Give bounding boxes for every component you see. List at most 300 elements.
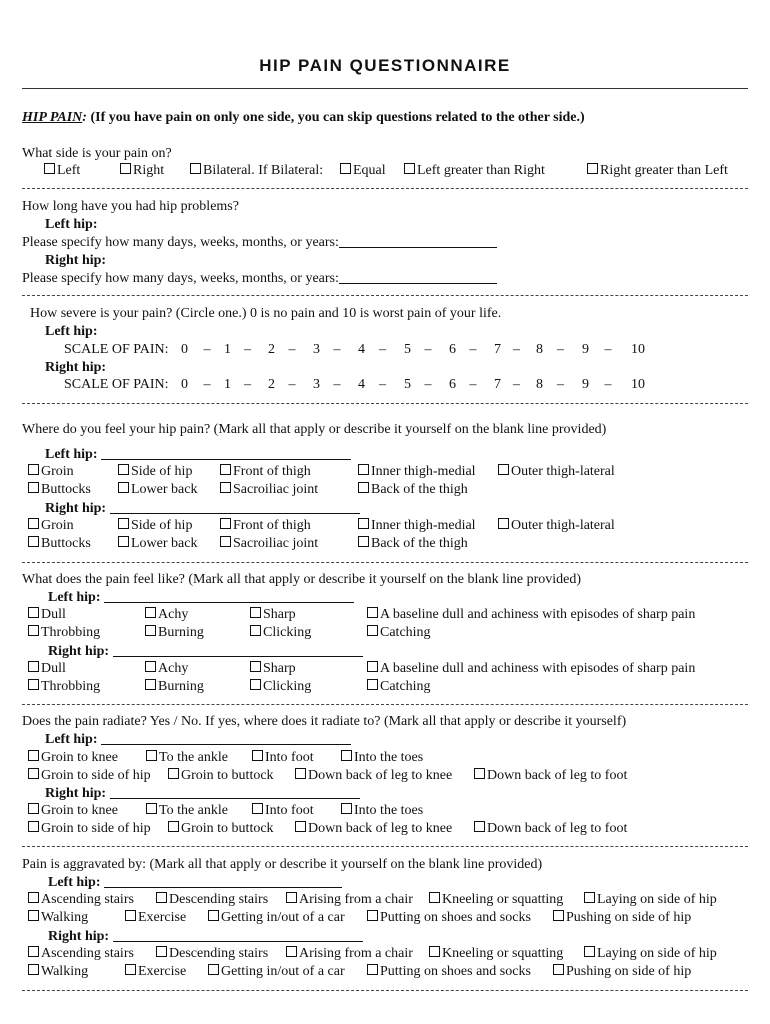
checkbox[interactable]: [118, 464, 129, 475]
option-label: Side of hip: [131, 464, 193, 479]
divider: [22, 188, 748, 189]
option-label: Catching: [380, 679, 431, 694]
aggravated-right-r1-option-4[interactable]: [429, 945, 563, 962]
feel-left-r2-option-1[interactable]: [28, 624, 100, 641]
checkbox[interactable]: [220, 482, 231, 493]
side-bilateral-option[interactable]: Bilateral. If Bilateral:: [190, 162, 323, 179]
radiate-left-r2-option-1[interactable]: [28, 767, 151, 784]
checkbox[interactable]: [286, 946, 297, 957]
scale-dash: –: [333, 342, 341, 357]
checkbox[interactable]: [28, 910, 39, 921]
option-label: Groin: [41, 464, 74, 479]
aggravated-left-r2-option-1[interactable]: [28, 909, 88, 926]
checkbox[interactable]: [156, 946, 167, 957]
feel-right-r1-option-1[interactable]: [28, 660, 66, 677]
radiate-left-r2-option-4[interactable]: [474, 767, 627, 784]
checkbox[interactable]: [295, 768, 306, 779]
scale-dash: –: [203, 342, 211, 357]
option-label: Laying on side of hip: [597, 892, 717, 907]
option-label: Clicking: [263, 625, 312, 640]
radiate-left-row: Left hip:: [45, 731, 351, 748]
aggravated-right-r1-option-3[interactable]: [286, 945, 413, 962]
location-left-r1-option-5[interactable]: [498, 463, 615, 480]
scale-dash: –: [469, 342, 477, 357]
aggravated-right-blank[interactable]: [113, 928, 363, 942]
option-label: Into foot: [265, 803, 314, 818]
checkbox[interactable]: [341, 803, 352, 814]
scale-dash: –: [424, 377, 432, 392]
checkbox[interactable]: [145, 679, 156, 690]
checkbox[interactable]: [358, 518, 369, 529]
location-right-r1-option-1[interactable]: [28, 517, 74, 534]
checkbox[interactable]: [28, 803, 39, 814]
feel-left-r1-option-2[interactable]: [145, 606, 188, 623]
radiate-left-r2-option-3[interactable]: [295, 767, 452, 784]
feel-left-row: Left hip:: [48, 589, 354, 606]
checkbox[interactable]: [358, 464, 369, 475]
location-right-r1-option-3[interactable]: [220, 517, 311, 534]
checkbox[interactable]: [367, 679, 378, 690]
divider: [22, 990, 748, 991]
location-left-blank[interactable]: [101, 446, 351, 460]
aggravated-right-r1-option-5[interactable]: [584, 945, 717, 962]
aggravated-right-r2-option-3[interactable]: [208, 963, 345, 980]
location-right-row: Right hip:: [45, 500, 360, 517]
checkbox[interactable]: [145, 625, 156, 636]
checkbox[interactable]: [250, 679, 261, 690]
option-label: Pushing on side of hip: [566, 910, 692, 925]
checkbox[interactable]: [429, 892, 440, 903]
feel-right-r1-option-3[interactable]: [250, 660, 296, 677]
option-label: Back of the thigh: [371, 482, 468, 497]
scale-dash: –: [379, 342, 386, 357]
intro-text: (If you have pain on only one side, you can skip questions related to the other side.): [90, 110, 585, 125]
checkbox[interactable]: [28, 821, 39, 832]
location-right-blank[interactable]: [110, 500, 360, 514]
checkbox[interactable]: [553, 964, 564, 975]
aggravated-left-blank[interactable]: [104, 874, 342, 888]
option-label: To the ankle: [159, 803, 228, 818]
option-label: Groin to side of hip: [41, 768, 151, 783]
duration-left-row: Please specify how many days, weeks, months, or years:: [22, 234, 497, 251]
checkbox[interactable]: [28, 536, 39, 547]
checkbox[interactable]: [358, 536, 369, 547]
divider: [22, 704, 748, 705]
scale-dash: –: [244, 342, 251, 357]
feel-left-r2-option-4[interactable]: [367, 624, 431, 641]
checkbox[interactable]: [220, 518, 231, 529]
radiate-left-r2-option-2[interactable]: [168, 767, 274, 784]
feel-right-r2-option-4[interactable]: [367, 678, 431, 695]
option-label: Burning: [158, 625, 204, 640]
aggravated-right-r2-option-4[interactable]: [367, 963, 531, 980]
radiate-right-r1-option-2[interactable]: [146, 802, 228, 819]
checkbox[interactable]: [250, 661, 261, 672]
option-label: Lower back: [131, 482, 198, 497]
aggravated-right-r2-option-5[interactable]: [553, 963, 691, 980]
aggravated-left-r2-option-4[interactable]: [367, 909, 531, 926]
checkbox[interactable]: [220, 464, 231, 475]
scale-value[interactable]: 0: [181, 377, 188, 392]
radiate-right-blank[interactable]: [110, 785, 360, 799]
aggravated-left-r1-option-3[interactable]: [286, 891, 413, 908]
aggravated-left-r1-option-2[interactable]: [156, 891, 268, 908]
title-rule: [22, 88, 748, 89]
option-label: Putting on shoes and socks: [380, 964, 531, 979]
option-label: Sharp: [263, 607, 296, 622]
aggravated-right-r1-option-2[interactable]: [156, 945, 268, 962]
aggravated-left-r2-option-3[interactable]: [208, 909, 345, 926]
option-label: Inner thigh-medial: [371, 464, 476, 479]
scale-value[interactable]: 5: [404, 342, 411, 357]
location-left-r1-option-4[interactable]: [358, 463, 476, 480]
option-label: Exercise: [138, 964, 187, 979]
feel-left-r1-option-3[interactable]: [250, 606, 296, 623]
aggravated-left-r2-option-5[interactable]: [553, 909, 691, 926]
option-label: Outer thigh-lateral: [511, 464, 615, 479]
duration-question: How long have you had hip problems?: [22, 199, 239, 214]
checkbox[interactable]: [28, 625, 39, 636]
feel-left-blank[interactable]: [104, 589, 354, 603]
option-label: Throbbing: [41, 625, 101, 640]
feel-left-r1-option-1[interactable]: [28, 606, 66, 623]
option-label: Down back of leg to knee: [308, 821, 453, 836]
option-label: Inner thigh-medial: [371, 518, 476, 533]
scale-value[interactable]: 8: [536, 377, 543, 392]
option-label: Clicking: [263, 679, 312, 694]
aggravated-right-r2-option-1[interactable]: [28, 963, 88, 980]
option-label: Throbbing: [41, 679, 101, 694]
option-label: Groin to buttock: [181, 768, 274, 783]
scale-value[interactable]: 3: [313, 342, 320, 357]
option-label: Groin to buttock: [181, 821, 274, 836]
feel-right-r2-option-3[interactable]: [250, 678, 311, 695]
divider: [22, 295, 748, 296]
location-right-r1-option-4[interactable]: [358, 517, 476, 534]
option-label: Achy: [158, 607, 189, 622]
checkbox[interactable]: [367, 964, 378, 975]
location-question: Where do you feel your hip pain? (Mark all that apply or describe it yourself on the blank line provided): [22, 422, 607, 437]
checkbox[interactable]: [553, 910, 564, 921]
aggravated-left-r1-option-1[interactable]: [28, 891, 134, 908]
option-label: Pushing on side of hip: [566, 964, 692, 979]
scale-dash: –: [604, 342, 612, 357]
option-label: Kneeling or squatting: [442, 946, 564, 961]
option-label: Walking: [41, 910, 89, 925]
option-label: Into foot: [265, 750, 314, 765]
option-label: Putting on shoes and socks: [380, 910, 531, 925]
side-rgl-option[interactable]: Right greater than Left: [587, 162, 728, 179]
location-left-r2-option-2[interactable]: [118, 481, 197, 498]
severity-right-scale-label: SCALE OF PAIN:: [64, 377, 169, 392]
duration-left-blank[interactable]: [339, 234, 497, 248]
checkbox[interactable]: [156, 892, 167, 903]
checkbox[interactable]: [145, 661, 156, 672]
option-label: Descending stairs: [169, 946, 269, 961]
scale-value[interactable]: 4: [358, 377, 365, 392]
location-right-r2-option-1[interactable]: [28, 535, 91, 552]
radiate-left-r1-option-2[interactable]: [146, 749, 228, 766]
checkbox[interactable]: [208, 910, 219, 921]
checkbox[interactable]: [367, 625, 378, 636]
option-label: Front of thigh: [233, 464, 311, 479]
side-left-option[interactable]: Left: [44, 162, 80, 179]
radiate-right-row: Right hip:: [45, 785, 360, 802]
scale-value[interactable]: 6: [449, 377, 456, 392]
feel-right-blank[interactable]: [113, 643, 363, 657]
checkbox[interactable]: [125, 910, 136, 921]
option-label: Sacroiliac joint: [233, 482, 319, 497]
checkbox[interactable]: [28, 464, 39, 475]
location-left-r1-option-3[interactable]: [220, 463, 311, 480]
option-label: Lower back: [131, 536, 198, 551]
checkbox[interactable]: [118, 482, 129, 493]
feel-right-r1-option-4[interactable]: [367, 660, 695, 677]
checkbox[interactable]: [474, 768, 485, 779]
scale-dash: –: [513, 377, 520, 392]
radiate-right-r1-option-3[interactable]: [252, 802, 314, 819]
scale-value[interactable]: 0: [181, 342, 188, 357]
location-left-r2-option-4[interactable]: [358, 481, 468, 498]
aggravated-left-r1-option-4[interactable]: [429, 891, 563, 908]
scale-dash: –: [333, 377, 341, 392]
option-label: Groin to knee: [41, 750, 118, 765]
duration-right-blank[interactable]: [339, 270, 497, 284]
radiate-question: Does the pain radiate? Yes / No. If yes, where does it radiate to? (Mark all that apply or describe it yourself): [22, 714, 627, 729]
checkbox[interactable]: [146, 750, 157, 761]
option-label: Laying on side of hip: [597, 946, 717, 961]
checkbox[interactable]: [28, 518, 39, 529]
checkbox[interactable]: [146, 803, 157, 814]
option-label: Down back of leg to foot: [487, 768, 628, 783]
divider: [22, 562, 748, 563]
checkbox[interactable]: [498, 464, 509, 475]
scale-dash: –: [203, 377, 211, 392]
checkbox[interactable]: [44, 163, 55, 174]
location-right-r2-option-3[interactable]: [220, 535, 318, 552]
option-label: Ascending stairs: [41, 892, 134, 907]
scale-dash: –: [513, 342, 520, 357]
option-label: Arising from a chair: [299, 892, 413, 907]
option-label: Walking: [41, 964, 89, 979]
option-label: A baseline dull and achiness with episodes of sharp pain: [380, 607, 696, 622]
location-left-r1-option-1[interactable]: [28, 463, 74, 480]
page-title: HIP PAIN QUESTIONNAIRE: [259, 56, 511, 75]
duration-right-row: Please specify how many days, weeks, months, or years:: [22, 270, 497, 287]
checkbox[interactable]: [118, 536, 129, 547]
checkbox[interactable]: [125, 964, 136, 975]
checkbox[interactable]: [498, 518, 509, 529]
side-question: What side is your pain on?: [22, 146, 172, 161]
scale-value[interactable]: 1: [224, 377, 231, 392]
checkbox[interactable]: [587, 163, 598, 174]
location-right-r1-option-5[interactable]: [498, 517, 615, 534]
option-label: To the ankle: [159, 750, 228, 765]
checkbox[interactable]: [340, 163, 351, 174]
option-label: Down back of leg to foot: [487, 821, 628, 836]
checkbox[interactable]: [28, 661, 39, 672]
checkbox[interactable]: [429, 946, 440, 957]
aggravated-left-row: Left hip:: [48, 874, 342, 891]
radiate-left-r1-option-3[interactable]: [252, 749, 314, 766]
checkbox[interactable]: [118, 518, 129, 529]
scale-value[interactable]: 10: [631, 342, 645, 357]
scale-dash: –: [557, 377, 564, 392]
checkbox[interactable]: [168, 821, 179, 832]
location-left-r2-option-3[interactable]: [220, 481, 318, 498]
checkbox[interactable]: [28, 964, 39, 975]
checkbox[interactable]: [28, 768, 39, 779]
scale-value[interactable]: 3: [313, 377, 320, 392]
checkbox[interactable]: [28, 482, 39, 493]
option-label: Groin: [41, 518, 74, 533]
location-left-r2-option-1[interactable]: [28, 481, 91, 498]
option-label: Descending stairs: [169, 892, 269, 907]
option-label: Arising from a chair: [299, 946, 413, 961]
checkbox[interactable]: [404, 163, 415, 174]
scale-value[interactable]: 4: [358, 342, 365, 357]
option-label: Catching: [380, 625, 431, 640]
checkbox[interactable]: [145, 607, 156, 618]
option-label: Getting in/out of a car: [221, 964, 345, 979]
radiate-right-r1-option-4[interactable]: [341, 802, 423, 819]
location-right-r1-option-2[interactable]: [118, 517, 192, 534]
radiate-left-r1-option-1[interactable]: [28, 749, 118, 766]
checkbox[interactable]: [168, 768, 179, 779]
option-label: Sacroiliac joint: [233, 536, 319, 551]
severity-question: How severe is your pain? (Circle one.) 0 is no pain and 10 is worst pain of your life.: [30, 306, 502, 321]
option-label: Front of thigh: [233, 518, 311, 533]
scale-dash: –: [557, 342, 564, 357]
feel-right-r1-option-2[interactable]: [145, 660, 188, 677]
option-label: Burning: [158, 679, 204, 694]
checkbox[interactable]: [28, 892, 39, 903]
feel-question: What does the pain feel like? (Mark all that apply or describe it yourself on the blank line provided): [22, 572, 582, 587]
feel-right-row: Right hip:: [48, 643, 363, 660]
checkbox[interactable]: [28, 607, 39, 618]
scale-value[interactable]: 2: [268, 342, 275, 357]
option-label: Dull: [41, 661, 66, 676]
radiate-right-r2-option-1[interactable]: [28, 820, 151, 837]
feel-right-r2-option-1[interactable]: [28, 678, 100, 695]
scale-value[interactable]: 9: [582, 342, 589, 357]
intro-line: HIP PAIN: (If you have pain on only one side, you can skip questions related to the other side.): [22, 110, 585, 125]
checkbox[interactable]: [220, 536, 231, 547]
checkbox[interactable]: [286, 892, 297, 903]
divider: [22, 846, 748, 847]
checkbox[interactable]: [250, 625, 261, 636]
option-label: Groin to knee: [41, 803, 118, 818]
side-right-option[interactable]: Right: [120, 162, 164, 179]
scale-value[interactable]: 1: [224, 342, 231, 357]
checkbox[interactable]: [120, 163, 131, 174]
aggravated-left-r2-option-2[interactable]: [125, 909, 186, 926]
checkbox[interactable]: [190, 163, 201, 174]
option-label: Into the toes: [354, 803, 424, 818]
feel-left-r2-option-3[interactable]: [250, 624, 311, 641]
aggravated-left-r1-option-5[interactable]: [584, 891, 717, 908]
checkbox[interactable]: [367, 910, 378, 921]
checkbox[interactable]: [367, 607, 378, 618]
option-label: Side of hip: [131, 518, 193, 533]
checkbox[interactable]: [250, 607, 261, 618]
duration-right-label: Right hip:: [45, 253, 107, 268]
scale-value[interactable]: 6: [449, 342, 456, 357]
feel-right-r2-option-2[interactable]: [145, 678, 204, 695]
location-left-row: Left hip:: [45, 446, 351, 463]
option-label: Down back of leg to knee: [308, 768, 453, 783]
radiate-right-r1-option-1[interactable]: [28, 802, 118, 819]
checkbox[interactable]: [474, 821, 485, 832]
scale-value[interactable]: 5: [404, 377, 411, 392]
checkbox[interactable]: [584, 946, 595, 957]
location-right-r2-option-4[interactable]: [358, 535, 468, 552]
option-label: Exercise: [138, 910, 187, 925]
scale-dash: –: [424, 342, 432, 357]
severity-left-scale-label: SCALE OF PAIN:: [64, 342, 169, 357]
radiate-right-r2-option-2[interactable]: [168, 820, 274, 837]
side-lgr-option[interactable]: Left greater than Right: [404, 162, 545, 179]
checkbox[interactable]: [208, 964, 219, 975]
checkbox[interactable]: [295, 821, 306, 832]
scale-value[interactable]: 2: [268, 377, 275, 392]
scale-value[interactable]: 7: [494, 342, 501, 357]
checkbox[interactable]: [584, 892, 595, 903]
intro-label: HIP PAIN: [22, 110, 83, 125]
scale-dash: –: [379, 377, 386, 392]
option-label: Into the toes: [354, 750, 424, 765]
checkbox[interactable]: [28, 679, 39, 690]
option-label: Achy: [158, 661, 189, 676]
option-label: Groin to side of hip: [41, 821, 151, 836]
option-label: Dull: [41, 607, 66, 622]
checkbox[interactable]: [28, 946, 39, 957]
option-label: Buttocks: [41, 482, 91, 497]
option-label: Outer thigh-lateral: [511, 518, 615, 533]
scale-dash: –: [469, 377, 477, 392]
radiate-left-blank[interactable]: [101, 731, 351, 745]
scale-value[interactable]: 7: [494, 377, 501, 392]
scale-dash: –: [244, 377, 251, 392]
feel-left-r2-option-2[interactable]: [145, 624, 204, 641]
scale-value[interactable]: 8: [536, 342, 543, 357]
checkbox[interactable]: [358, 482, 369, 493]
divider: [22, 403, 748, 404]
checkbox[interactable]: [252, 803, 263, 814]
checkbox[interactable]: [367, 661, 378, 672]
radiate-right-r2-option-3[interactable]: [295, 820, 452, 837]
aggravated-right-r1-option-1[interactable]: [28, 945, 134, 962]
scale-value[interactable]: 9: [582, 377, 589, 392]
aggravated-right-row: Right hip:: [48, 928, 363, 945]
scale-value[interactable]: 10: [631, 377, 645, 392]
side-equal-option[interactable]: Equal: [340, 162, 386, 179]
option-label: A baseline dull and achiness with episodes of sharp pain: [380, 661, 696, 676]
option-label: Getting in/out of a car: [221, 910, 345, 925]
checkbox[interactable]: [28, 750, 39, 761]
checkbox[interactable]: [341, 750, 352, 761]
severity-left-label: Left hip:: [45, 324, 98, 339]
radiate-right-r2-option-4[interactable]: [474, 820, 627, 837]
aggravated-right-r2-option-2[interactable]: [125, 963, 186, 980]
scale-dash: –: [288, 377, 296, 392]
checkbox[interactable]: [252, 750, 263, 761]
radiate-left-r1-option-4[interactable]: [341, 749, 423, 766]
location-left-r1-option-2[interactable]: [118, 463, 192, 480]
feel-left-r1-option-4[interactable]: [367, 606, 695, 623]
location-right-r2-option-2[interactable]: [118, 535, 197, 552]
option-label: Back of the thigh: [371, 536, 468, 551]
